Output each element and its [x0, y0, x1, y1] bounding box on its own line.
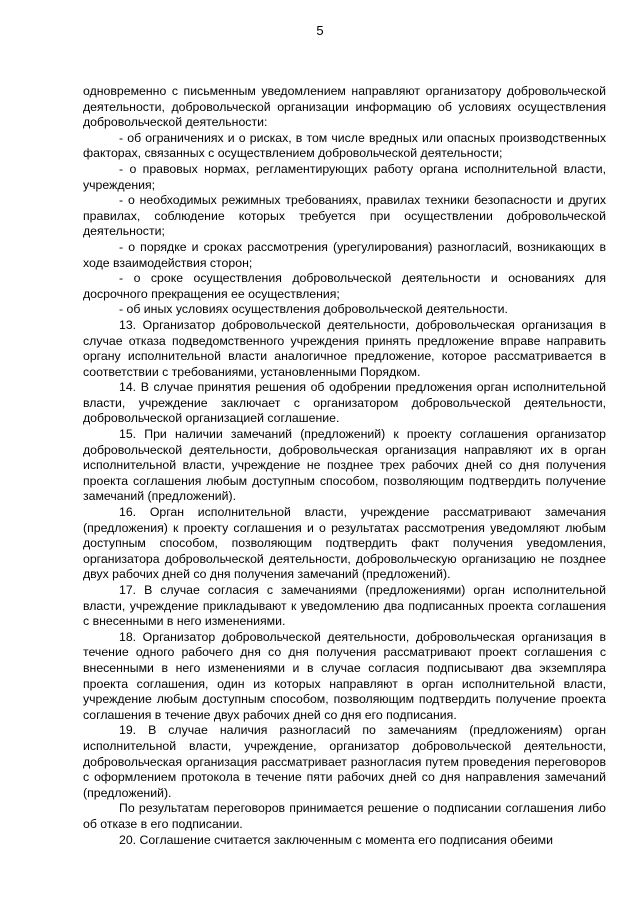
paragraph: 19. В случае наличия разногласий по замечаниям (предложениям) орган исполнительной власти, учреждение, организатор добровольческой деятельности, добровольческая организация рассматривает разногласия путем проведения переговоров с оформлением протокола в течение пяти рабочих дней со дня направления замечаний (предложений). — [83, 723, 606, 800]
paragraph: 17. В случае согласия с замечаниями (предложениями) орган исполнительной власти, учреждение прикладывают к уведомлению два подписанных проекта соглашения с внесенными в него изменениями. — [83, 583, 606, 629]
paragraph: - о сроке осуществления добровольческой деятельности и основаниях для досрочного прекращения ее осуществления; — [83, 271, 606, 301]
page-number: 5 — [316, 23, 324, 38]
paragraph: 14. В случае принятия решения об одобрении предложения орган исполнительной власти, учреждение заключает с организатором добровольческой деятельности, добровольческой организацией соглашение. — [83, 380, 606, 426]
paragraph: 16. Орган исполнительной власти, учреждение рассматривают замечания (предложения) к проекту соглашения и о результатах рассмотрения уведомляют любым доступным способом, позволяющим подтвердить факт получения уведомления, организатора добровольческой деятельности, добровольческую организацию не позднее двух рабочих дней со дня получения замечаний (предложений). — [83, 505, 606, 582]
paragraph: 15. При наличии замечаний (предложений) к проекту соглашения организатор добровольческой деятельности, добровольческая организация направляют их в орган исполнительной власти, учреждение не позднее трех рабочих дней со дня получения проекта соглашения любым доступным способом, позволяющим подтвердить получение замечаний (предложений). — [83, 427, 606, 504]
paragraph: одновременно с письменным уведомлением направляют организатору добровольческой деятельности, добровольческой организации информацию об условиях осуществления добровольческой деятельности: — [83, 84, 606, 130]
paragraph: 18. Организатор добровольческой деятельности, добровольческая организация в течение одного рабочего дня со дня получения рассматривают проект соглашения с внесенными в него изменениями и в случае согласия подписывают два экземпляра проекта соглашения, один из которых направляют в орган исполнительной власти, учреждение любым доступным способом, позволяющим подтвердить получение проекта соглашения в течение двух рабочих дней со дня его подписания. — [83, 629, 606, 722]
paragraph: - о необходимых режимных требованиях, правилах техники безопасности и других правилах, соблюдение которых требуется при осуществлении добровольческой деятельности; — [83, 193, 606, 239]
paragraph: - об иных условиях осуществления добровольческой деятельности. — [119, 302, 508, 317]
paragraph: - о правовых нормах, регламентирующих работу органа исполнительной власти, учреждения; — [83, 161, 606, 192]
paragraph: - о порядке и сроках рассмотрения (урегулирования) разногласий, возникающих в ходе взаимодействия сторон; — [83, 239, 606, 270]
paragraph: 13. Организатор добровольческой деятельности, добровольческая организация в случае отказа подведомственного учреждения принять предложение вправе направить органу исполнительной власти аналогичное предложение, которое рассматривается в соответствии с требованиями, установленными Порядком. — [83, 317, 606, 379]
document-body — [83, 84, 606, 848]
paragraph: 20. Соглашение считается заключенным с момента его подписания обеими — [119, 832, 553, 847]
paragraph: По результатам переговоров принимается решение о подписании соглашения либо об отказе в его подписании. — [83, 801, 606, 831]
paragraph: - об ограничениях и о рисках, в том числе вредных или опасных производственных факторах, связанных с осуществлением добровольческой деятельности; — [83, 130, 606, 161]
